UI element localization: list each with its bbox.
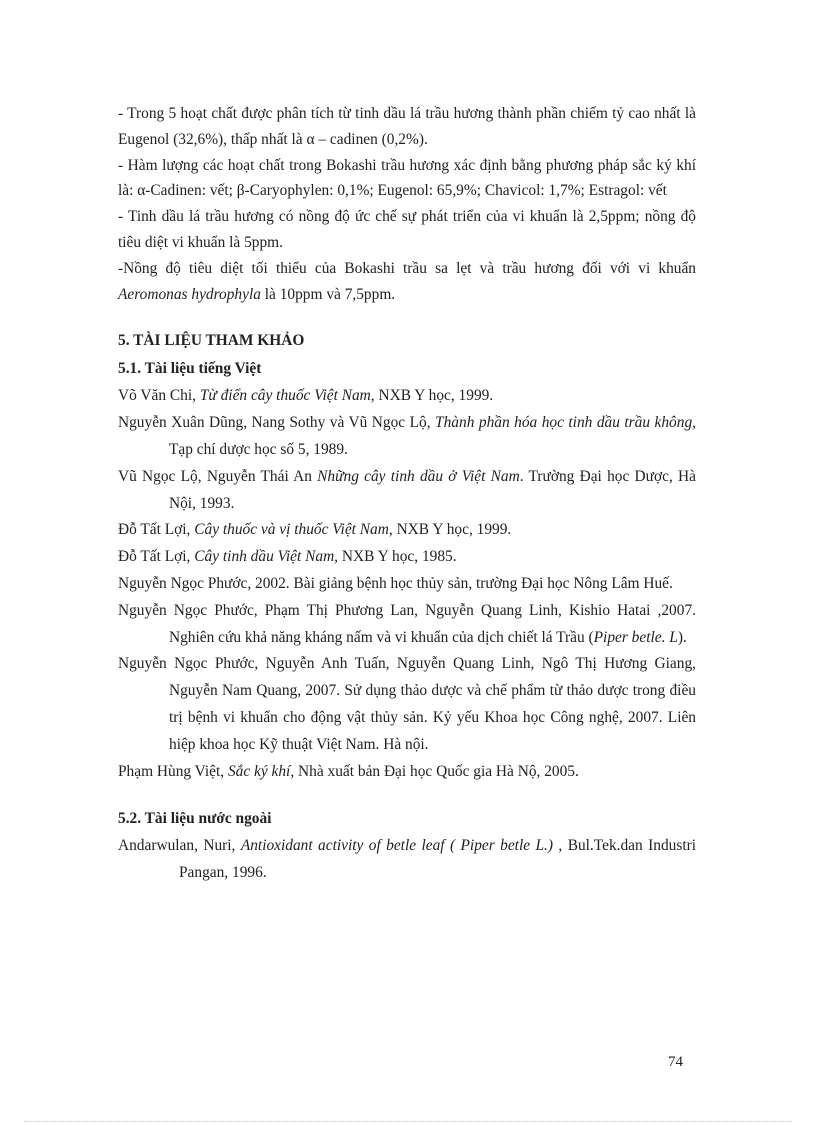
page-content <box>118 101 696 887</box>
subsection-heading-vietnamese: 5.1. Tài liệu tiếng Việt <box>118 360 262 378</box>
reference-item: Andarwulan, Nuri, Antioxidant activity of betle leaf ( Piper betle L.) , Bul.Tek.dan Industri Pangan, 1996. <box>118 837 697 882</box>
section-heading-references: 5. TÀI LIỆU THAM KHẢO <box>118 332 305 350</box>
reference-item: Đỗ Tất Lợi, Cây tinh dầu Việt Nam, NXB Y học, 1985. <box>118 548 457 566</box>
spacer <box>118 785 696 805</box>
reference-item: Phạm Hùng Việt, Sắc ký khí, Nhà xuất bản Đại học Quốc gia Hà Nộ, 2005. <box>118 762 579 780</box>
summary-p4-tail: là 10ppm và 7,5ppm. <box>260 285 396 303</box>
reference-item: Đỗ Tất Lợi, Cây thuốc và vị thuốc Việt Nam, NXB Y học, 1999. <box>118 521 512 539</box>
summary-paragraph-4 <box>118 256 696 308</box>
reference-item: Nguyễn Xuân Dũng, Nang Sothy và Vũ Ngọc Lộ, Thành phần hóa học tinh dầu trầu không, Tạp chí dược học số 5, 1989. <box>118 414 696 458</box>
summary-paragraph-2: - Hàm lượng các hoạt chất trong Bokashi trầu hương xác định bằng phương pháp sắc ký khí là: α-Cadinen: vết; β-Caryophylen: 0,1%; Eugenol: 65,9%; Chavicol: 1,7%; Estragol: vết <box>118 156 696 200</box>
subsection-heading-foreign: 5.2. Tài liệu nước ngoài <box>118 810 272 828</box>
summary-p4-text: -Nồng độ tiêu diệt tối thiểu của Bokashi trầu sa lẹt và trầu hương đối với vi khuẩn <box>118 259 696 277</box>
summary-paragraph-3: - Tinh dầu lá trầu hương có nồng độ ức chế sự phát triển của vi khuẩn là 2,5ppm; nồng độ tiêu diệt vi khuẩn là 5ppm. <box>118 208 696 251</box>
species-name: Aeromonas hydrophyla <box>118 285 261 303</box>
page-number: 74 <box>668 1054 683 1070</box>
reference-item: Nguyễn Ngọc Phước, Nguyễn Anh Tuấn, Nguyễn Quang Linh, Ngô Thị Hương Giang, Nguyễn Nam Quang, 2007. Sử dụng thảo dược và chế phẩm từ thảo dược trong điều trị bệnh vi khuẩn cho động vật thủy sản. Kỷ yếu Khoa học Công nghệ, 2007. Liên hiệp khoa học Kỹ thuật Việt Nam. Hà nội. <box>118 655 696 753</box>
reference-item: Võ Văn Chi, Từ điển cây thuốc Việt Nam, NXB Y học, 1999. <box>118 387 494 405</box>
reference-item: Nguyễn Ngọc Phước, Phạm Thị Phương Lan, Nguyễn Quang Linh, Kishio Hatai ,2007. Nghiên cứu khả năng kháng nấm và vi khuẩn của dịch chiết lá Trầu (Piper betle. L). <box>118 601 696 646</box>
page-bottom-divider <box>24 1121 792 1122</box>
reference-item: Vũ Ngọc Lộ, Nguyễn Thái An Những cây tinh dầu ở Việt Nam. Trường Đại học Dược, Hà Nội, 1993. <box>118 467 697 512</box>
reference-item: Nguyễn Ngọc Phước, 2002. Bài giảng bệnh học thủy sản, trường Đại học Nông Lâm Huế. <box>118 574 673 592</box>
spacer <box>118 307 696 327</box>
summary-paragraph-1: - Trong 5 hoạt chất được phân tích từ tinh dầu lá trầu hương thành phần chiếm tỷ cao nhất là Eugenol (32,6%), thấp nhất là α – cadinen (0,2%). <box>118 105 696 148</box>
